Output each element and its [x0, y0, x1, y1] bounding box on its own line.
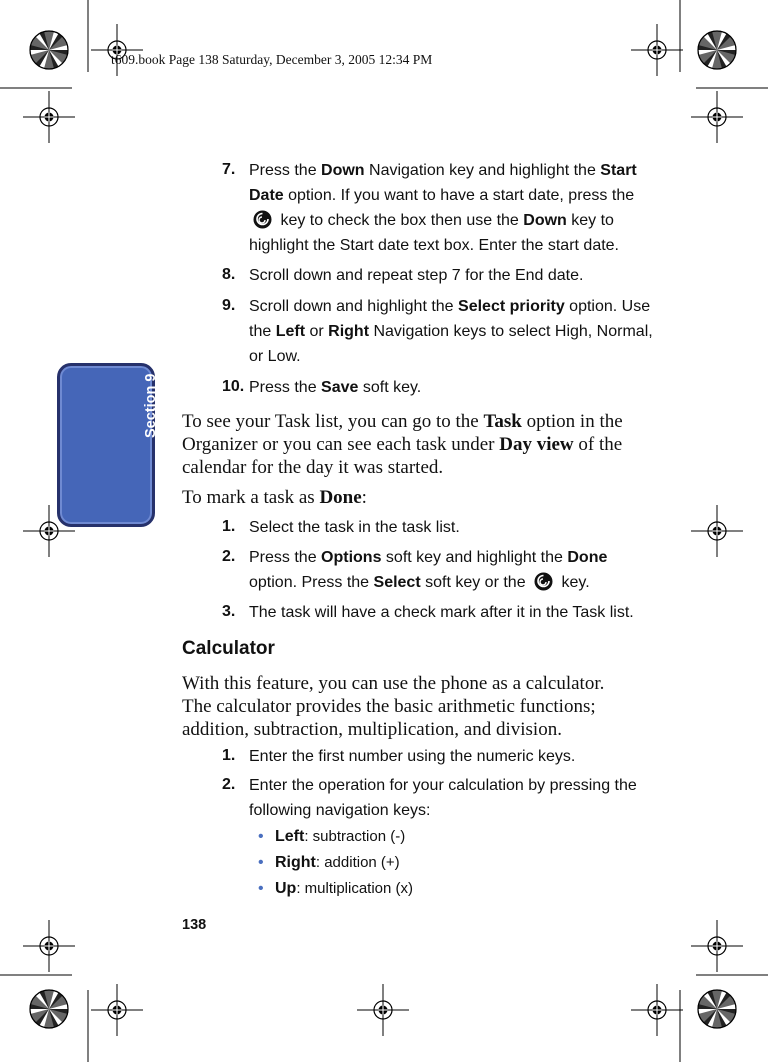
print-header-line: t609.book Page 138 Saturday, December 3, 2005 12:34 PM: [111, 52, 433, 67]
calculator-intro-line: addition, subtraction, multiplication, and division.: [182, 719, 562, 740]
calculator-key-bullet: Right: addition (+): [275, 854, 400, 871]
task-list-paragraph-line: Organizer or you can see each task under Day view of the: [182, 434, 623, 455]
page-number: 138: [182, 917, 207, 933]
task-step-line: Scroll down and highlight the Select priority option. Use: [249, 298, 651, 315]
mark-done-paragraph: To mark a task as Done:: [182, 487, 367, 508]
task-step-line: Press the Save soft key.: [249, 379, 422, 396]
calculator-step-number: 1.: [222, 747, 236, 764]
bullet-dot: •: [258, 880, 264, 897]
task-step-line: the Left or Right Navigation keys to select High, Normal,: [249, 323, 653, 340]
done-step-line: Press the Options soft key and highlight the Done: [249, 549, 608, 566]
task-step-number: 10.: [222, 378, 245, 395]
calculator-step-line: Enter the first number using the numeric keys.: [249, 748, 576, 765]
done-step-number: 1.: [222, 518, 236, 535]
task-step-line: Date option. If you want to have a start date, press the: [249, 187, 635, 204]
calculator-intro-line: The calculator provides the basic arithmetic functions;: [182, 696, 596, 717]
calculator-heading: Calculator: [182, 638, 275, 659]
bullet-dot: •: [258, 854, 264, 871]
calculator-step-number: 2.: [222, 776, 236, 793]
task-step-line: or Low.: [249, 348, 301, 365]
done-step-number: 3.: [222, 603, 236, 620]
task-list-paragraph-line: To see your Task list, you can go to the Task option in the: [182, 411, 623, 432]
done-step-line: Select the task in the task list.: [249, 519, 460, 536]
done-step-line: The task will have a check mark after it in the Task list.: [249, 604, 634, 621]
calculator-step-line: Enter the operation for your calculation by pressing the: [249, 777, 637, 794]
calculator-intro-line: With this feature, you can use the phone as a calculator.: [182, 673, 605, 694]
task-step-line: key to check the box then use the Down key to: [249, 208, 614, 237]
calculator-key-bullet: Up: multiplication (x): [275, 880, 414, 897]
done-step-number: 2.: [222, 548, 236, 565]
task-step-number: 8.: [222, 266, 236, 283]
calculator-step-line: following navigation keys:: [249, 802, 431, 819]
task-step-line: Scroll down and repeat step 7 for the End date.: [249, 267, 584, 284]
task-step-number: 9.: [222, 297, 236, 314]
task-list-paragraph-line: calendar for the day it was started.: [182, 457, 444, 478]
task-step-line: Press the Down Navigation key and highlight the Start: [249, 162, 637, 179]
task-step-line: highlight the Start date text box. Enter the start date.: [249, 237, 619, 254]
done-step-line: option. Press the Select soft key or the key.: [249, 570, 590, 599]
task-step-number: 7.: [222, 161, 236, 178]
bullet-dot: •: [258, 828, 264, 845]
section-tab: [57, 363, 155, 527]
calculator-key-bullet: Left: subtraction (-): [275, 828, 406, 845]
ok-key-icon: [534, 572, 553, 599]
section-tab-label: Section 9: [143, 373, 159, 438]
